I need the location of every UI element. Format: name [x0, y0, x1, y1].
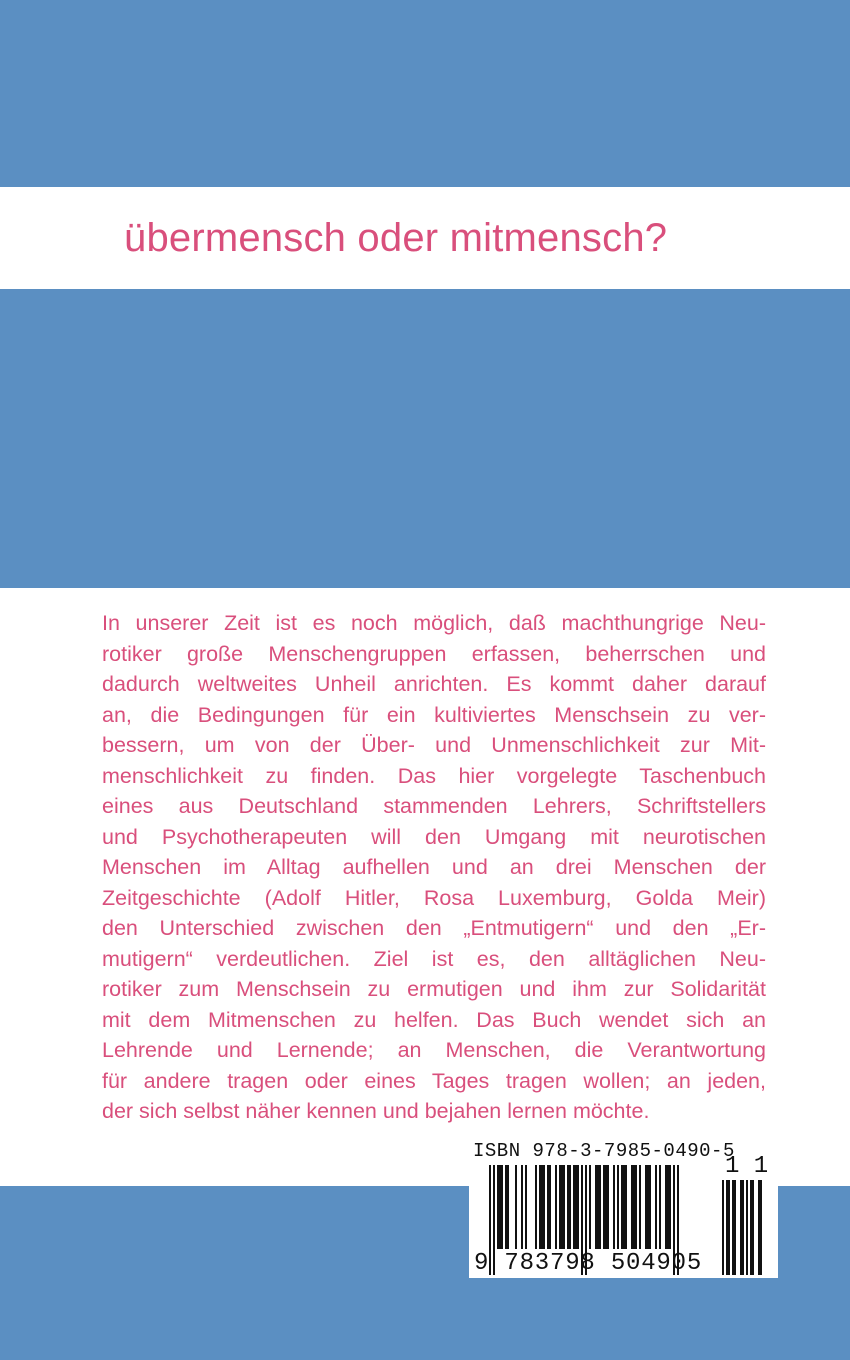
addon-bar: [746, 1180, 748, 1275]
isbn-barcode: [469, 1140, 778, 1278]
barcode-bar: [499, 1165, 501, 1249]
barcode-bar: [605, 1165, 607, 1249]
barcode-bar: [633, 1165, 635, 1249]
addon-bar: [726, 1180, 728, 1275]
back-cover-blurb: [102, 608, 766, 1127]
barcode-bar: [567, 1165, 569, 1249]
blurb-line: Zeitgeschichte (Adolf Hitler, Rosa Luxemburg, Golda Meir): [102, 885, 766, 910]
barcode-bar: [617, 1165, 619, 1249]
barcode-bar: [635, 1165, 637, 1249]
barcode-bar: [525, 1165, 527, 1249]
blurb-line: und Psychotherapeuten will den Umgang mit neurotischen: [102, 824, 766, 849]
barcode-bar: [515, 1165, 517, 1249]
addon-bar: [734, 1180, 736, 1275]
barcode-bar: [521, 1165, 523, 1249]
barcode-bar: [563, 1165, 565, 1249]
blurb-line: eines aus Deutschland stammenden Lehrers, Schriftstellers: [102, 794, 766, 818]
barcode-bar: [501, 1165, 503, 1249]
barcode-bar: [577, 1165, 579, 1249]
barcode-bar: [623, 1165, 625, 1249]
addon-bar: [752, 1180, 754, 1275]
blurb-line: der sich selbst näher kennen und bejahen lernen möchte.: [102, 1099, 650, 1123]
barcode-bar: [645, 1165, 647, 1249]
barcode-bar: [595, 1165, 597, 1249]
barcode-bar: [667, 1165, 669, 1249]
barcode-bar: [543, 1165, 545, 1249]
barcode-bar: [497, 1165, 499, 1249]
barcode-bar: [549, 1165, 551, 1249]
addon-bar: [758, 1180, 760, 1275]
blurb-line: Menschen im Alltag aufhellen und an drei Menschen der: [102, 855, 766, 879]
barcode-bar: [555, 1165, 557, 1249]
blurb-line: rotiker große Menschengruppen erfassen, beherrschen und: [102, 641, 766, 666]
addon-bar: [760, 1180, 762, 1275]
barcode-bar: [599, 1165, 601, 1249]
blurb-line: Lehrende und Lernende; an Menschen, die Verantwortung: [102, 1038, 766, 1062]
addon-bar: [750, 1180, 752, 1275]
barcode-bar: [559, 1165, 561, 1249]
barcode-bar: [539, 1165, 541, 1249]
addon-bar: [742, 1180, 744, 1275]
blurb-line: In unserer Zeit ist es noch möglich, daß machthungrige Neu-: [102, 611, 766, 635]
blurb-line: bessern, um von der Über- und Unmenschlichkeit zur Mit-: [102, 733, 766, 757]
barcode-bar: [621, 1165, 623, 1249]
blurb-line: rotiker zum Menschsein zu ermutigen und ihm zur Solidarität: [102, 977, 766, 1001]
barcode-bar: [573, 1165, 575, 1249]
barcode-bar: [547, 1165, 549, 1249]
barcode-bar: [535, 1165, 537, 1249]
barcode-bar: [507, 1165, 509, 1249]
barcode-bar: [575, 1165, 577, 1249]
barcode-bar: [655, 1165, 657, 1249]
barcode-bar: [639, 1165, 641, 1249]
blurb-line: den Unterschied zwischen den „Entmutigern“ und den „Er-: [102, 916, 766, 940]
barcode-bar: [607, 1165, 609, 1249]
blurb-line: mutigern“ verdeutlichen. Ziel ist es, den alltäglichen Neu-: [102, 946, 766, 971]
barcode-bar: [505, 1165, 507, 1249]
barcode-bar: [603, 1165, 605, 1249]
ean-digits: 9 783798 504905: [474, 1250, 703, 1277]
barcode-bar: [649, 1165, 651, 1249]
barcode-bar: [613, 1165, 615, 1249]
barcode-bar: [665, 1165, 667, 1249]
barcode-bar: [659, 1165, 661, 1249]
blurb-line: an, die Bedingungen für ein kultiviertes Menschsein zu ver-: [102, 702, 766, 727]
middle-color-band: [0, 289, 850, 588]
barcode-bar: [669, 1165, 671, 1249]
top-color-band: [0, 0, 850, 187]
barcode-bar: [597, 1165, 599, 1249]
addon-digits: 1 1: [725, 1153, 769, 1180]
barcode-bar: [647, 1165, 649, 1249]
blurb-line: dadurch weltweites Unheil anrichten. Es kommt daher darauf: [102, 672, 766, 696]
barcode-bar: [625, 1165, 627, 1249]
addon-bar: [722, 1180, 724, 1275]
blurb-line: für andere tragen oder eines Tages tragen wollen; an jeden,: [102, 1068, 766, 1093]
addon-bar: [740, 1180, 742, 1275]
barcode-bar: [631, 1165, 633, 1249]
blurb-line: menschlichkeit zu finden. Das hier vorgelegte Taschenbuch: [102, 763, 766, 788]
blurb-line: mit dem Mitmenschen zu helfen. Das Buch wendet sich an: [102, 1007, 766, 1032]
addon-bar: [732, 1180, 734, 1275]
addon-bar: [728, 1180, 730, 1275]
barcode-bar: [541, 1165, 543, 1249]
barcode-bar: [569, 1165, 571, 1249]
isbn-label: ISBN 978-3-7985-0490-5: [473, 1140, 735, 1162]
barcode-bar: [589, 1165, 591, 1249]
barcode-bar: [561, 1165, 563, 1249]
book-title: übermensch oder mitmensch?: [124, 216, 668, 260]
